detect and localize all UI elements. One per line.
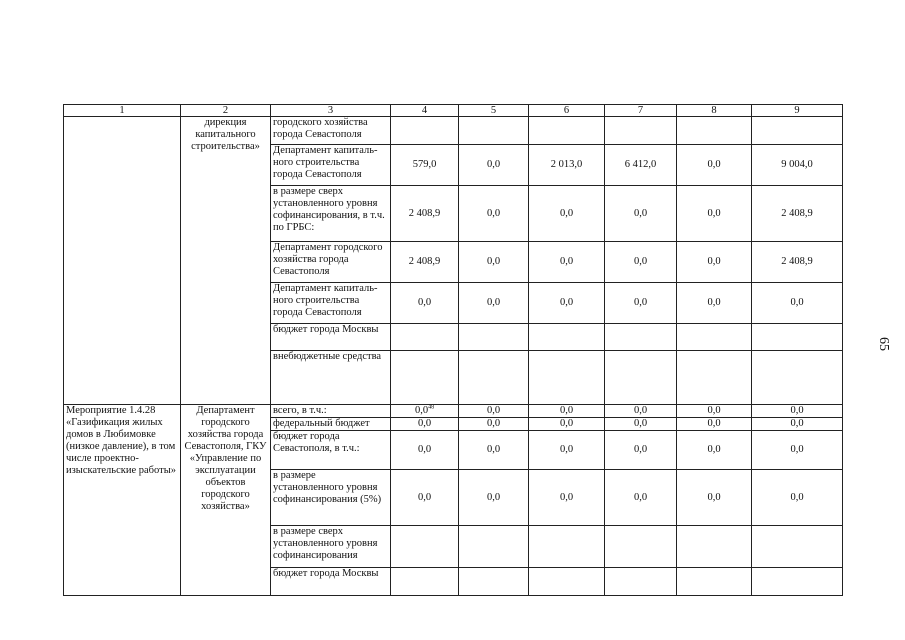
value-cell: 0,0 (677, 186, 752, 242)
footnote-marker: 48 (428, 404, 435, 411)
value-cell (459, 526, 529, 568)
value-cell: 0,0 (605, 470, 677, 526)
value-cell (605, 117, 677, 145)
funding-source-cell: в размере сверх установленного уровня софинансирования (271, 526, 391, 568)
funding-source-cell: в размере установленного уровня софинансирования (5%) (271, 470, 391, 526)
value-cell: 0,0 (529, 405, 605, 418)
value-cell: 0,0 (677, 431, 752, 470)
value-cell (391, 526, 459, 568)
value-cell (391, 568, 459, 596)
value-cell (391, 351, 459, 405)
value-cell: 0,0 (459, 431, 529, 470)
value-cell: 0,0 (391, 418, 459, 431)
value-text: 0,0 (414, 405, 429, 416)
value-cell: 0,0 (752, 405, 843, 418)
funding-source-cell: бюджет города Москвы (271, 324, 391, 351)
column-header: 2 (181, 105, 271, 117)
value-cell (391, 117, 459, 145)
value-cell: 0,0 (459, 242, 529, 283)
executor-cell: дирекция капитального строительства» (181, 117, 271, 405)
column-header: 8 (677, 105, 752, 117)
measure-cell: Мероприятие 1.4.28 «Газификация жилых домов в Любимовке (низкое давление), в том числе проектно-изыскательские работы» (64, 405, 181, 596)
funding-source-cell: в размере сверх установленного уровня софинансирования, в т.ч. по ГРБС: (271, 186, 391, 242)
value-cell: 2 408,9 (752, 242, 843, 283)
value-cell: 0,0 (677, 418, 752, 431)
header-row (64, 105, 843, 117)
value-cell: 0,0 (529, 242, 605, 283)
table-row (64, 405, 843, 418)
value-cell (605, 526, 677, 568)
executor-cell: Департамент городского хозяйства города Севастополя, ГКУ «Управление по эксплуатации объектов городского хозяйства» (181, 405, 271, 596)
value-cell (459, 568, 529, 596)
value-cell: 0,0 (605, 405, 677, 418)
page-number: 65 (876, 337, 891, 351)
column-header: 5 (459, 105, 529, 117)
column-header: 6 (529, 105, 605, 117)
value-cell: 2 408,9 (391, 242, 459, 283)
column-header: 4 (391, 105, 459, 117)
value-cell: 0,0 (529, 431, 605, 470)
funding-source-cell: внебюджетные средства (271, 351, 391, 405)
funding-source-cell: бюджет города Москвы (271, 568, 391, 596)
value-cell (391, 324, 459, 351)
value-cell: 0,0 (459, 418, 529, 431)
value-cell (605, 324, 677, 351)
value-cell (752, 526, 843, 568)
funding-source-cell: бюджет города Севастополя, в т.ч.: (271, 431, 391, 470)
value-cell: 0,0 (677, 470, 752, 526)
value-cell: 0,0 (605, 431, 677, 470)
value-cell: 0,0 (605, 186, 677, 242)
funding-source-cell: Департамент городского хозяйства города Севастополя (271, 242, 391, 283)
funding-source-cell: всего, в т.ч.: (271, 405, 391, 418)
value-cell (677, 568, 752, 596)
value-cell: 0,0 (605, 242, 677, 283)
table-row (64, 117, 843, 145)
value-cell (605, 568, 677, 596)
budget-table (63, 104, 843, 596)
value-cell: 0,0 (529, 470, 605, 526)
value-cell: 0,0 (529, 283, 605, 324)
value-cell: 2 408,9 (391, 186, 459, 242)
funding-source-cell: Департамент капиталь-ного строительства города Севастополя (271, 283, 391, 324)
value-cell (677, 351, 752, 405)
column-header: 3 (271, 105, 391, 117)
value-cell (529, 117, 605, 145)
value-cell: 2 408,9 (752, 186, 843, 242)
value-cell: 0,0 (677, 283, 752, 324)
value-cell: 2 013,0 (529, 145, 605, 186)
value-cell: 579,0 (391, 145, 459, 186)
funding-source-cell: Департамент капиталь-ного строительства города Севастополя (271, 145, 391, 186)
value-cell (752, 324, 843, 351)
funding-source-cell: федеральный бюджет (271, 418, 391, 431)
value-cell: 0,0 (752, 470, 843, 526)
column-header: 1 (64, 105, 181, 117)
value-cell (459, 324, 529, 351)
funding-source-cell: городского хозяйства города Севастополя (271, 117, 391, 145)
value-cell: 0,0 (752, 283, 843, 324)
value-cell: 0,0 (605, 418, 677, 431)
value-cell: 0,0 (391, 470, 459, 526)
column-header: 9 (752, 105, 843, 117)
value-cell (459, 117, 529, 145)
value-cell (529, 351, 605, 405)
value-cell (459, 351, 529, 405)
value-cell (752, 351, 843, 405)
value-cell: 0,0 (677, 242, 752, 283)
value-cell (529, 324, 605, 351)
value-cell (677, 324, 752, 351)
value-cell: 0,0 (529, 418, 605, 431)
value-cell: 0,0 (677, 405, 752, 418)
value-cell (529, 526, 605, 568)
value-cell (677, 117, 752, 145)
value-cell: 0,0 (459, 186, 529, 242)
value-cell (391, 405, 459, 418)
value-cell (752, 568, 843, 596)
value-cell (605, 351, 677, 405)
value-cell: 0,0 (605, 283, 677, 324)
value-cell (529, 568, 605, 596)
value-cell: 0,0 (391, 283, 459, 324)
value-cell: 6 412,0 (605, 145, 677, 186)
value-cell: 0,0 (529, 186, 605, 242)
value-cell: 0,0 (459, 283, 529, 324)
measure-cell-empty (64, 117, 181, 405)
value-cell (677, 526, 752, 568)
value-cell: 0,0 (752, 418, 843, 431)
column-header: 7 (605, 105, 677, 117)
value-cell: 0,0 (459, 145, 529, 186)
value-cell: 0,0 (459, 470, 529, 526)
value-cell: 0,0 (677, 145, 752, 186)
value-cell: 0,0 (752, 431, 843, 470)
value-cell (752, 117, 843, 145)
value-cell: 0,0 (391, 431, 459, 470)
value-cell: 0,0 (459, 405, 529, 418)
value-cell: 9 004,0 (752, 145, 843, 186)
